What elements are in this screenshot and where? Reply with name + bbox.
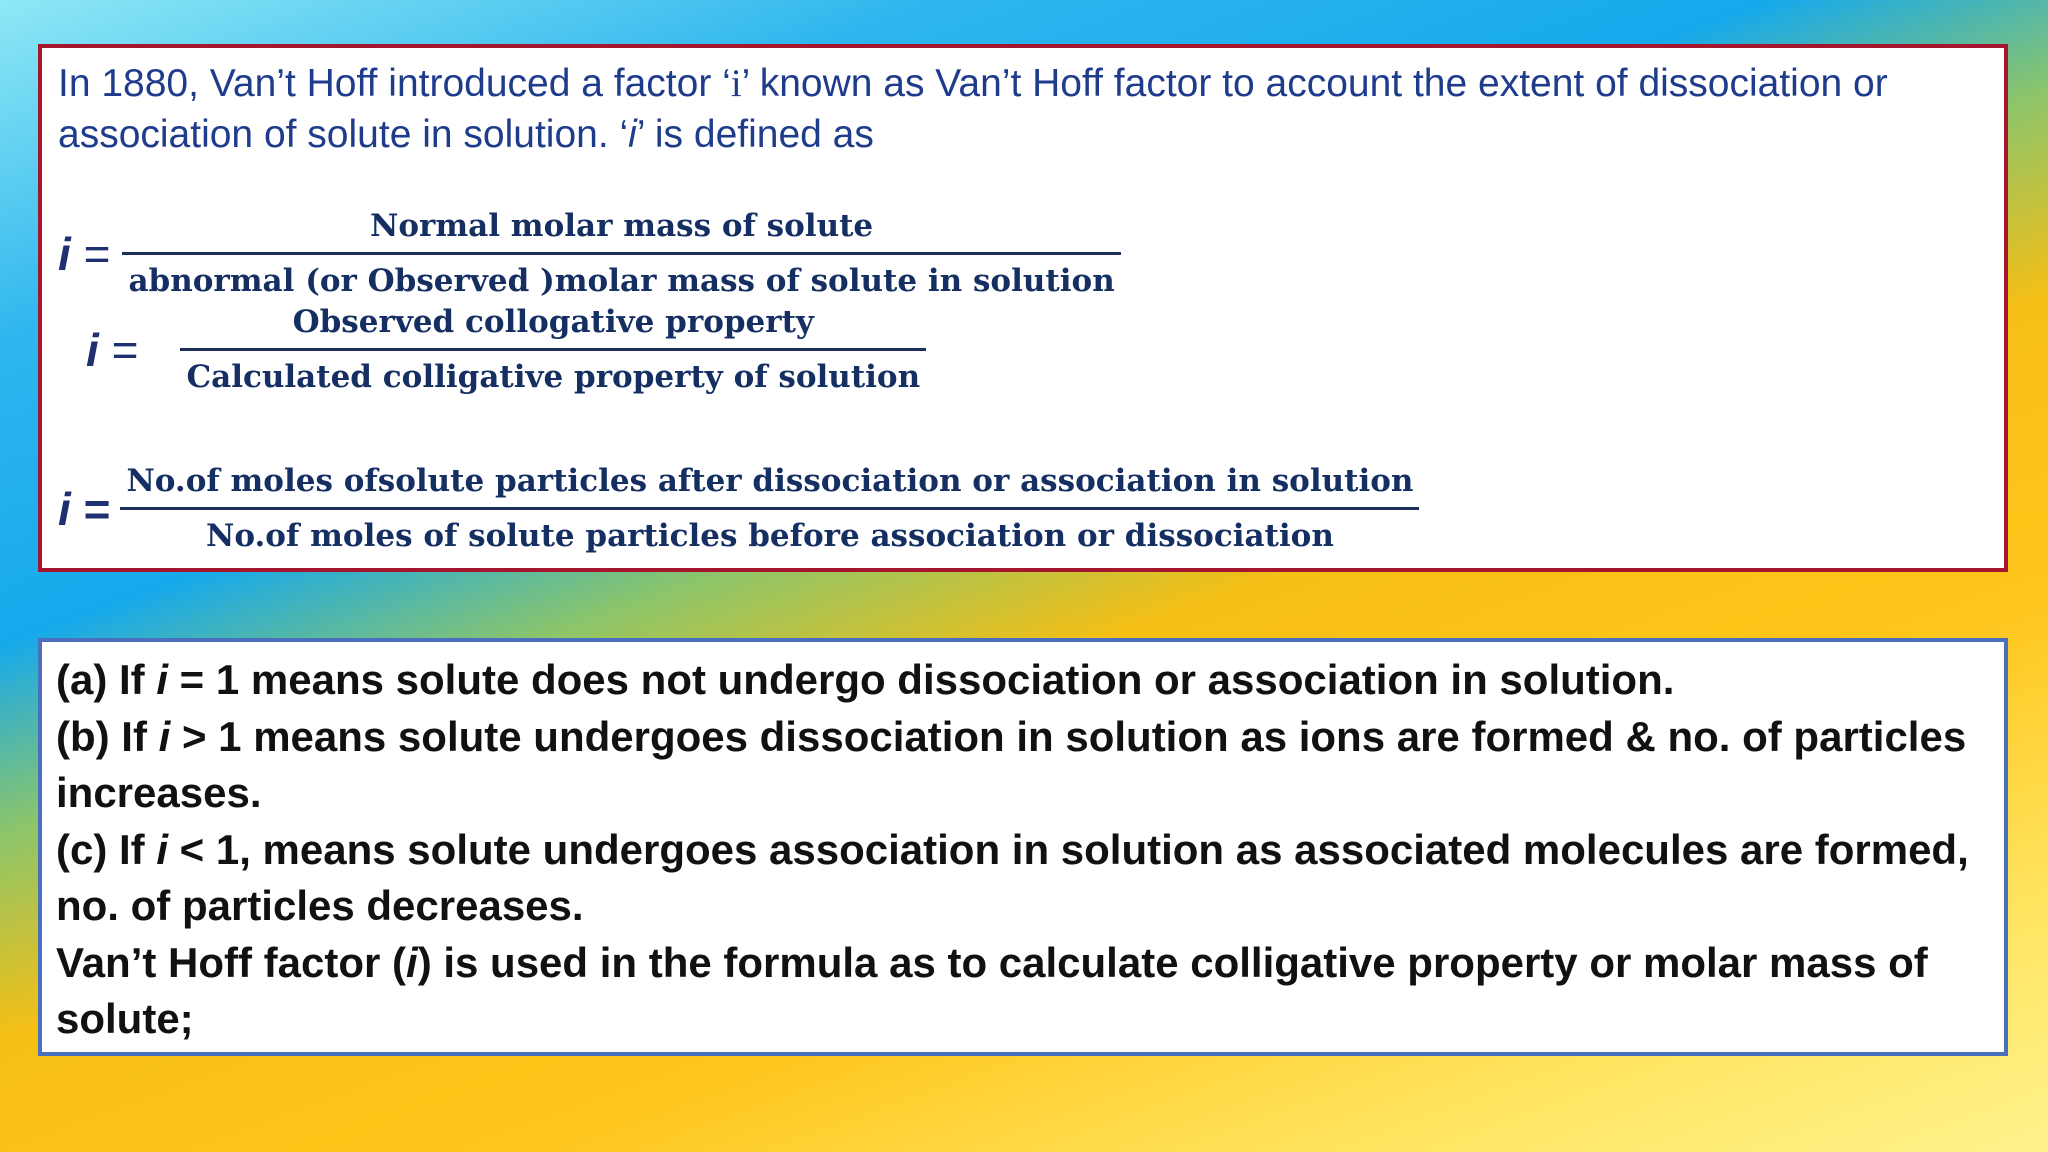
equation-variable: i bbox=[58, 482, 71, 535]
intro-text-2: ’ known as Van’t Hoff factor to account the extent of dissociation or association of solute in solution. ‘ bbox=[58, 62, 1888, 156]
fraction-denominator: abnormal (or Observed )molar mass of solute in solution bbox=[128, 263, 1115, 299]
interpretation-text bbox=[56, 652, 1986, 1048]
fraction bbox=[120, 461, 1419, 556]
equation-molar-mass bbox=[58, 206, 1121, 301]
note-c-text: < 1, means solute undergoes association in solution as associated molecules are formed, no. of particles decreases. bbox=[56, 825, 1969, 929]
note-b-text: > 1 means solute undergoes dissociation in solution as ions are formed & no. of particles increases. bbox=[56, 712, 1967, 816]
equation-lhs bbox=[58, 227, 110, 281]
note-a-text: = 1 means solute does not undergo dissociation or association in solution. bbox=[168, 656, 1675, 703]
fraction-numerator: Normal molar mass of solute bbox=[370, 208, 874, 244]
equals-sign: = bbox=[83, 482, 111, 535]
note-b-prefix: (b) If bbox=[56, 712, 159, 760]
fraction-denominator: Calculated colligative property of solution bbox=[186, 359, 921, 395]
intro-text-1: In 1880, Van’t Hoff introduced a factor ‘ bbox=[58, 62, 731, 105]
note-c-prefix: (c) If bbox=[56, 825, 157, 873]
equation-variable: i bbox=[86, 323, 99, 376]
fraction-numerator: Observed collogative property bbox=[292, 304, 814, 340]
fraction-numerator: No.of moles ofsolute particles after dissociation or association in solution bbox=[126, 463, 1414, 499]
note-c bbox=[56, 826, 1969, 930]
note-usage bbox=[56, 939, 1928, 1043]
fraction-denominator: No.of moles of solute particles before association or dissociation bbox=[206, 518, 1334, 554]
equation-colligative bbox=[86, 302, 926, 397]
note-b bbox=[56, 713, 1966, 817]
intro-paragraph bbox=[58, 58, 1958, 160]
equals-sign: = bbox=[83, 227, 111, 280]
note-b-variable: i bbox=[158, 712, 171, 760]
note-a bbox=[56, 656, 1674, 703]
note-a-variable: i bbox=[156, 656, 168, 703]
fraction bbox=[180, 302, 926, 397]
note-usage-text: ) is used in the formula as to calculate colligative property or molar mass of solute; bbox=[56, 938, 1928, 1042]
equation-lhs bbox=[58, 482, 110, 536]
note-a-prefix: (a) If bbox=[56, 656, 157, 703]
note-usage-variable: i bbox=[406, 938, 418, 986]
equation-lhs bbox=[86, 323, 138, 377]
intro-variable-i-italic: i bbox=[628, 113, 637, 156]
fraction bbox=[122, 206, 1120, 301]
note-c-variable: i bbox=[156, 825, 168, 873]
intro-variable-i: i bbox=[730, 62, 742, 105]
note-usage-prefix: Van’t Hoff factor ( bbox=[56, 938, 407, 986]
intro-text-3: ’ is defined as bbox=[636, 113, 874, 156]
equals-sign: = bbox=[111, 323, 139, 376]
definition-box bbox=[38, 44, 2008, 572]
interpretation-box bbox=[38, 638, 2008, 1056]
equation-moles bbox=[58, 461, 1419, 556]
equation-variable: i bbox=[58, 227, 71, 280]
